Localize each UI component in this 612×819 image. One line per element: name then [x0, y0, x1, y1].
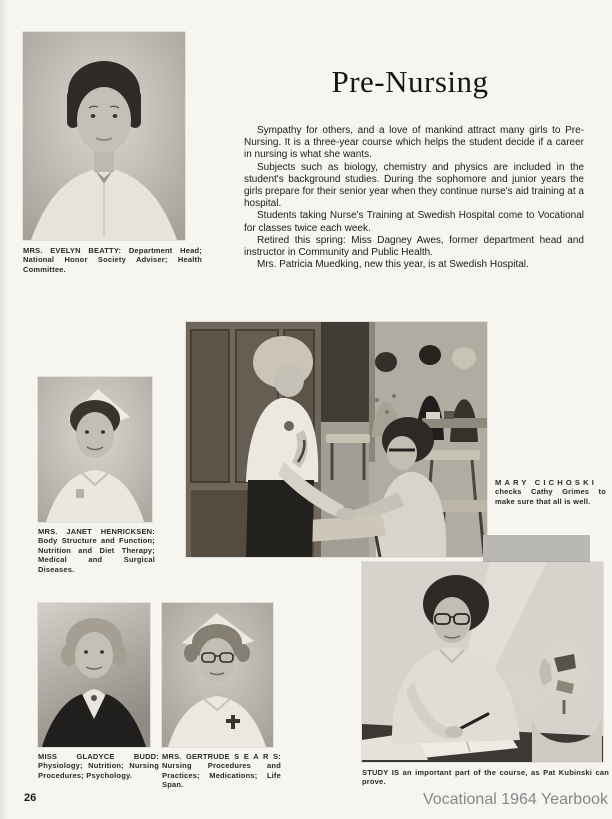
- photo-evelyn-beatty-art: [23, 32, 185, 240]
- caption-mary-cichoski-text: checks Cathy Grimes to make sure that all is well.: [495, 487, 606, 506]
- photo-gladyce-budd-art: [38, 603, 150, 747]
- article-paragraph: Students taking Nurse's Training at Swedish Hospital come to Vocational for classes twice each week.: [244, 210, 584, 234]
- caption-gladyce-budd: MISS GLADYCE BUDD: Physiology; Nutrition; Nursing Procedures; Psychology.: [38, 752, 159, 780]
- page-number: 26: [24, 792, 37, 804]
- photo-classroom-pulse-check: [186, 322, 487, 557]
- page-title: Pre-Nursing: [331, 64, 489, 99]
- article-paragraph: Subjects such as biology, chemistry and physics are included in the student's background studies. During the sophomore and junior years the girls prepare for their senior year when they continue nurse's aid training at a hospital.: [244, 161, 584, 210]
- caption-evelyn-beatty: MRS. EVELYN BEATTY: Department Head; National Honor Society Adviser; Health Committee.: [23, 246, 202, 274]
- watermark-text: Vocational 1964 Yearbook: [422, 791, 608, 808]
- caption-study: STUDY IS an important part of the course, as Pat Kubinski can prove.: [362, 768, 609, 787]
- photo-classroom-art: [186, 322, 487, 557]
- photo-gertrude-sears: [162, 603, 273, 747]
- photo-janet-henricksen-art: [38, 377, 152, 522]
- caption-mary-cichoski: [495, 478, 606, 506]
- article-paragraph: Retired this spring: Miss Dagney Awes, former department head and instructor in Community and Public Health.: [244, 234, 584, 259]
- photo-evelyn-beatty: [23, 32, 185, 240]
- caption-mary-cichoski-name: MARY CICHOSKI: [495, 478, 598, 487]
- page-edge-shadow: [0, 0, 8, 819]
- photo-janet-henricksen: [38, 377, 152, 522]
- article-text: [244, 125, 584, 271]
- article-paragraph: Mrs. Patricia Muedking, new this year, is at Swedish Hospital.: [257, 259, 529, 271]
- photo-pat-kubinski-art: [362, 562, 603, 762]
- photo-pat-kubinski-studying: [362, 562, 603, 762]
- photo-gladyce-budd: [38, 603, 150, 747]
- caption-gertrude-sears: MRS. GERTRUDE S E A R S: Nursing Procedures and Practices; Medications; Life Span.: [162, 752, 281, 790]
- caption-janet-henricksen: MRS. JANET HENRICKSEN: Body Structure and Function; Nutrition and Diet Therapy; Medical and Surgical Diseases.: [38, 527, 155, 574]
- photo-gertrude-sears-art: [162, 603, 273, 747]
- article-paragraph: Sympathy for others, and a love of mankind attract many girls to Pre-Nursing. It is a three-year course which helps the student decide if a career in nursing is what she wants.: [244, 125, 584, 161]
